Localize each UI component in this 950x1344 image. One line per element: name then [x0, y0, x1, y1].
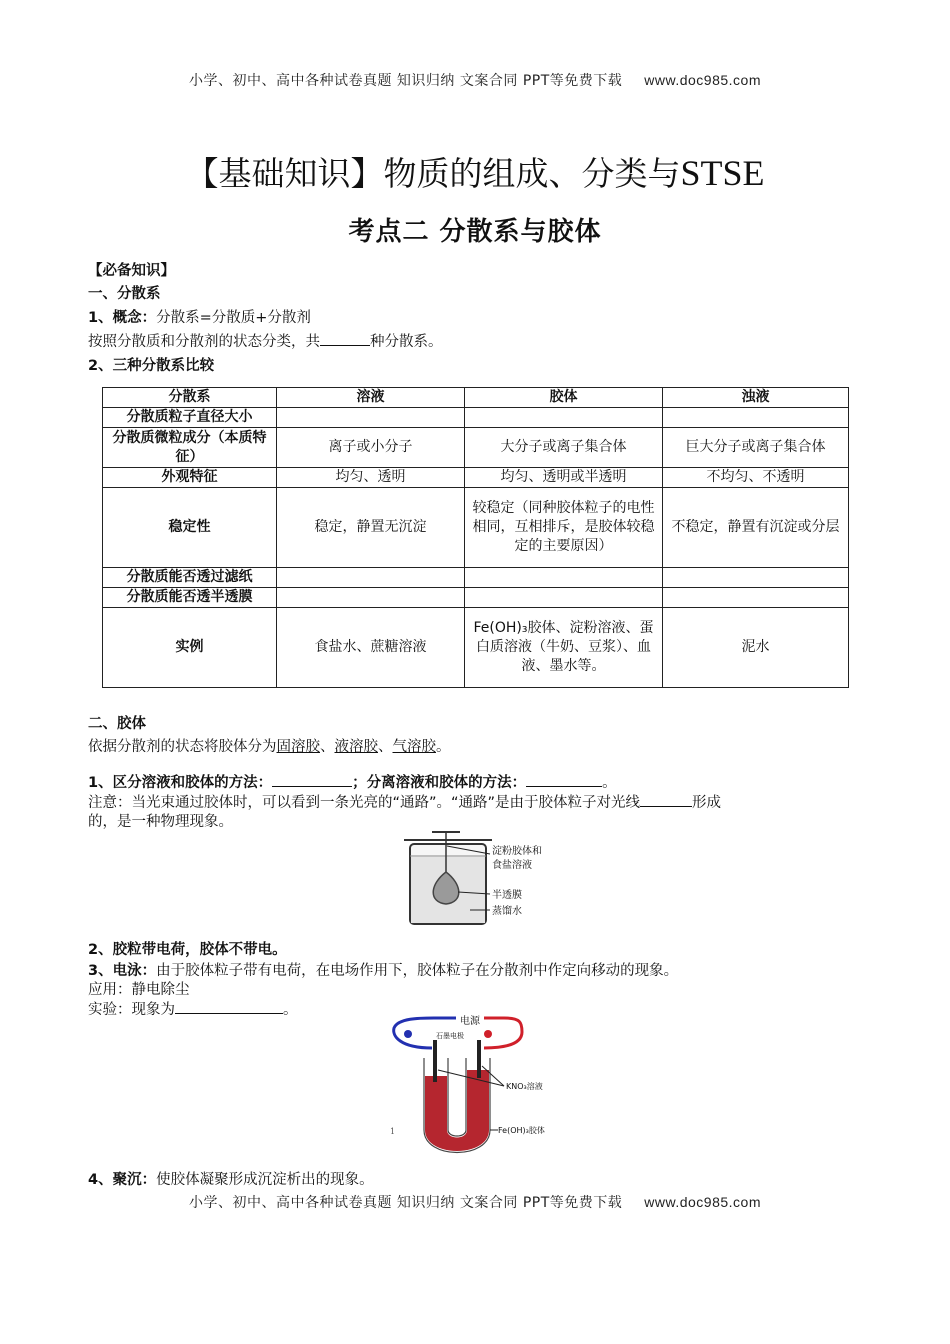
kno3-label: KNO₃溶液 [506, 1082, 543, 1091]
fig1-label: 蒸馏水 [492, 906, 522, 917]
blank-phenomenon[interactable] [175, 999, 283, 1014]
item1-b: ；分离溶液和胶体的方法： [352, 775, 527, 791]
table-header: 浊液 [663, 388, 849, 408]
table-cell: 不稳定，静置有沉淀或分层 [663, 488, 849, 568]
classify-line [88, 330, 443, 351]
table-cell [663, 568, 849, 588]
table-header: 分散系 [103, 388, 277, 408]
exp-pre: 实验：现象为 [88, 1002, 175, 1018]
fig1-label: 食盐溶液 [492, 860, 532, 871]
blank-distinguish[interactable] [272, 772, 352, 787]
header-text: 小学、初中、高中各种试卷真题 知识归纳 文案合同 PPT等免费下载 [188, 73, 623, 89]
footer-text: 小学、初中、高中各种试卷真题 知识归纳 文案合同 PPT等免费下载 [188, 1195, 623, 1211]
application-line: 应用：静电除尘 [88, 982, 190, 998]
blank-classify[interactable] [320, 331, 370, 346]
classify-pre: 按照分散质和分散剂的状态分类，共 [88, 334, 320, 350]
table-row [103, 568, 849, 588]
exp-end: 。 [283, 1002, 298, 1018]
table-cell [465, 568, 663, 588]
item3-text: 由于胶体粒子带有电荷，在电场作用下，胶体粒子在分散剂中作定向移动的现象。 [156, 963, 679, 979]
row-label: 分散质能否透过滤纸 [103, 568, 277, 588]
table-cell: 稳定，静置无沉淀 [277, 488, 465, 568]
row-label: 分散质能否透半透膜 [103, 588, 277, 608]
page-subtitle: 考点二 分散系与胶体 [348, 217, 602, 247]
fig1-label: 半透膜 [492, 890, 522, 901]
table-header: 胶体 [465, 388, 663, 408]
item1-line [88, 771, 617, 792]
item4-text: 使胶体凝聚形成沉淀析出的现象。 [156, 1172, 374, 1188]
title-main: 【基础知识】物质的组成、分类与 [185, 154, 681, 193]
concept-label: 1、概念： [88, 310, 157, 326]
table-cell [663, 588, 849, 608]
dialysis-figure [400, 826, 560, 930]
note-line [88, 791, 721, 812]
table-row [103, 408, 849, 428]
electrode-label: 石墨电极 [436, 1032, 464, 1040]
table-cell: 均匀、透明或半透明 [465, 468, 663, 488]
page-header [0, 70, 950, 90]
s2-heading: 二、胶体 [88, 716, 146, 732]
electrode-right [477, 1040, 481, 1078]
separator: 、 [320, 739, 335, 755]
page-title [0, 148, 950, 195]
row-label: 外观特征 [103, 468, 277, 488]
comparison-table [102, 387, 849, 688]
table-cell [663, 408, 849, 428]
concept-text: 分散系=分散质+分散剂 [156, 310, 311, 326]
table-cell [465, 588, 663, 608]
compare-heading: 2、三种分散系比较 [88, 358, 215, 374]
row-label: 实例 [103, 608, 277, 688]
intro-text: 依据分散剂的状态将胶体分为 [88, 739, 277, 755]
table-cell: 不均匀、不透明 [663, 468, 849, 488]
row-label: 分散质微粒成分（本质特征） [103, 428, 277, 468]
table-header-row [103, 388, 849, 408]
type-aerosol: 气溶胶 [392, 739, 436, 755]
table-cell: 巨大分子或离子集合体 [663, 428, 849, 468]
table-row [103, 588, 849, 608]
table-row [103, 488, 849, 568]
fig1-label: 淀粉胶体和 [492, 846, 542, 857]
table-header: 溶液 [277, 388, 465, 408]
blank-light[interactable] [640, 792, 692, 807]
experiment-line [88, 998, 298, 1019]
section-label: 【必备知识】 [88, 263, 175, 279]
table-cell [277, 408, 465, 428]
footer-url[interactable]: www.doc985.com [644, 1194, 761, 1210]
row-label: 稳定性 [103, 488, 277, 568]
table-cell: 离子或小分子 [277, 428, 465, 468]
electrode-left [433, 1040, 437, 1082]
title-latin: STSE [680, 153, 765, 193]
table-row [103, 608, 849, 688]
row-label: 分散质粒子直径大小 [103, 408, 277, 428]
feoh-label: Fe(OH)₃胶体 [498, 1126, 545, 1135]
item3-line [88, 959, 678, 980]
type-liquid-sol: 液溶胶 [334, 739, 378, 755]
positive-terminal [484, 1030, 492, 1038]
type-solid-sol: 固溶胶 [276, 739, 320, 755]
s1-heading: 一、分散系 [88, 286, 161, 302]
item3-label: 3、电泳： [88, 963, 157, 979]
header-url[interactable]: www.doc985.com [644, 72, 761, 88]
period: 。 [436, 739, 451, 755]
page-footer [0, 1192, 950, 1212]
table-row [103, 468, 849, 488]
table-cell: Fe(OH)₃胶体、淀粉溶液、蛋白质溶液（牛奶、豆浆）、血液、墨水等。 [465, 608, 663, 688]
note-post: 形成 [692, 795, 722, 811]
classify-post: 种分散系。 [370, 334, 443, 350]
figure-mark: 1 [390, 1127, 396, 1136]
item4-line [88, 1168, 374, 1189]
table-cell: 食盐水、蔗糖溶液 [277, 608, 465, 688]
negative-terminal [404, 1030, 412, 1038]
table-cell [465, 408, 663, 428]
note-pre: 注意：当光束通过胶体时，可以看到一条光亮的“通路”。“通路”是由于胶体粒子对光线 [88, 795, 641, 811]
colloid-types-line [88, 735, 451, 756]
table-cell: 泥水 [663, 608, 849, 688]
concept-line [88, 306, 311, 327]
separator: 、 [378, 739, 393, 755]
item2: 2、胶粒带电荷，胶体不带电。 [88, 942, 287, 958]
u-tube-liquid [425, 1070, 489, 1151]
item1-end: 。 [602, 775, 617, 791]
note-line2: 的，是一种物理现象。 [88, 814, 233, 830]
table-cell: 均匀、透明 [277, 468, 465, 488]
item1-a: 1、区分溶液和胶体的方法： [88, 775, 273, 791]
table-cell: 大分子或离子集合体 [465, 428, 663, 468]
power-label: 电源 [460, 1016, 480, 1027]
table-row [103, 428, 849, 468]
table-cell: 较稳定（同种胶体粒子的电性相同，互相排斥，是胶体较稳定的主要原因） [465, 488, 663, 568]
item4-label: 4、聚沉： [88, 1172, 157, 1188]
blank-separate[interactable] [526, 772, 602, 787]
table-cell [277, 588, 465, 608]
electrophoresis-figure [380, 1010, 580, 1170]
table-cell [277, 568, 465, 588]
